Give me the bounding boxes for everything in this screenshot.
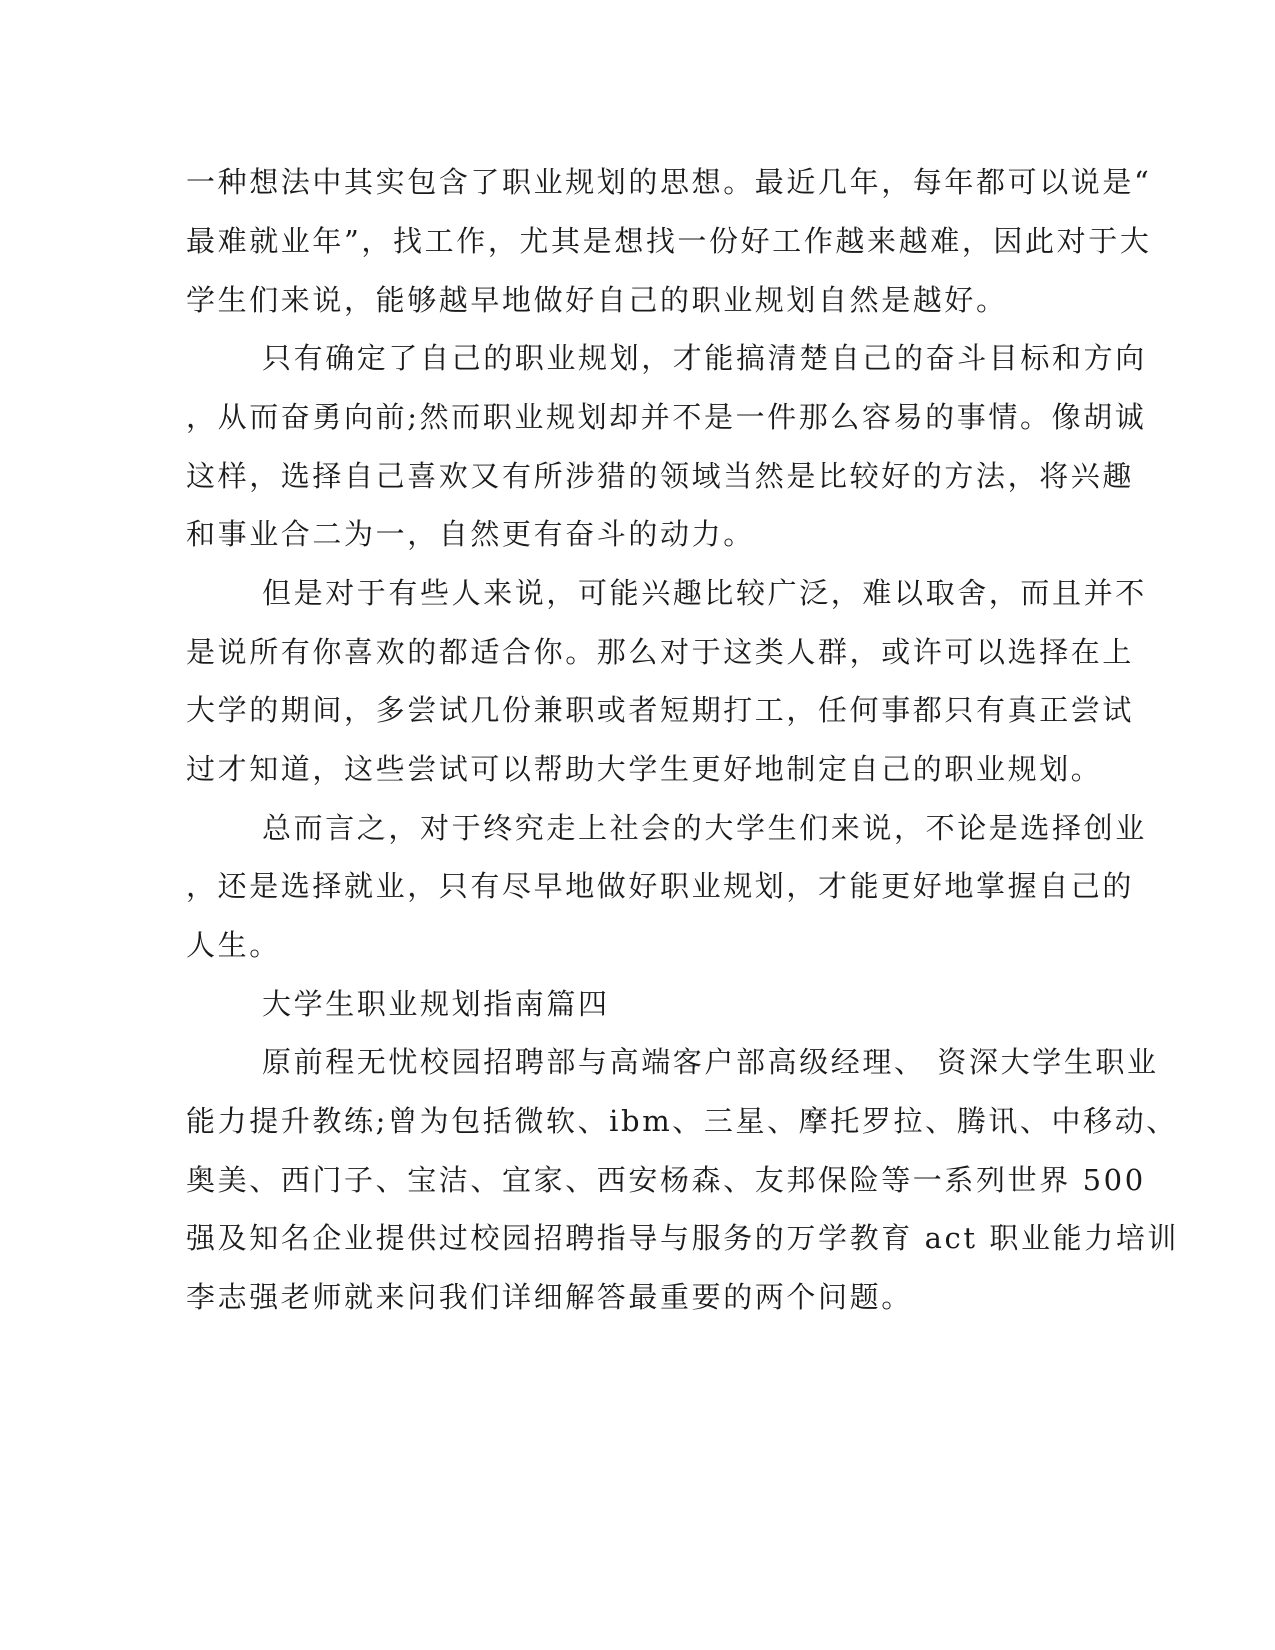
text-line: 过才知道，这些尝试可以帮助大学生更好地制定自己的职业规划。: [186, 752, 1103, 786]
text-line: 李志强老师就来问我们详细解答最重要的两个问题。: [186, 1280, 913, 1314]
text-line: ，还是选择就业，只有尽早地做好职业规划，才能更好地掌握自己的: [186, 869, 1135, 903]
text-line: 一种想法中其实包含了职业规划的思想。最近几年，每年都可以说是“: [186, 165, 1152, 199]
section-heading: 大学生职业规划指南篇四: [262, 987, 610, 1021]
text-line: 总而言之，对于终究走上社会的大学生们来说，不论是选择创业: [262, 811, 1147, 845]
text-line: 最难就业年”，找工作，尤其是想找一份好工作越来越难，因此对于大: [186, 224, 1152, 258]
text-line: 是说所有你喜欢的都适合你。那么对于这类人群，或许可以选择在上: [186, 635, 1135, 669]
text-line: 和事业合二为一，自然更有奋斗的动力。: [186, 517, 755, 551]
text-line: ，从而奋勇向前;然而职业规划却并不是一件那么容易的事情。像胡诚: [186, 400, 1147, 434]
text-line: 人生。: [186, 928, 281, 962]
text-line: 学生们来说，能够越早地做好自己的职业规划自然是越好。: [186, 283, 1008, 317]
text-line: 原前程无忧校园招聘部与高端客户部高级经理、 资深大学生职业: [262, 1045, 1159, 1079]
text-line: 这样，选择自己喜欢又有所涉猎的领域当然是比较好的方法，将兴趣: [186, 459, 1135, 493]
text-line: 大学的期间，多尝试几份兼职或者短期打工，任何事都只有真正尝试: [186, 693, 1135, 727]
text-line: 能力提升教练;曾为包括微软、ibm、三星、摩托罗拉、腾讯、中移动、: [186, 1104, 1178, 1138]
text-line: 奥美、西门子、宝洁、宜家、西安杨森、友邦保险等一系列世界 500: [186, 1163, 1146, 1197]
text-line: 只有确定了自己的职业规划，才能搞清楚自己的奋斗目标和方向: [262, 341, 1147, 375]
text-line: 但是对于有些人来说，可能兴趣比较广泛，难以取舍，而且并不: [262, 576, 1147, 610]
text-line: 强及知名企业提供过校园招聘指导与服务的万学教育 act 职业能力培训: [186, 1221, 1180, 1255]
